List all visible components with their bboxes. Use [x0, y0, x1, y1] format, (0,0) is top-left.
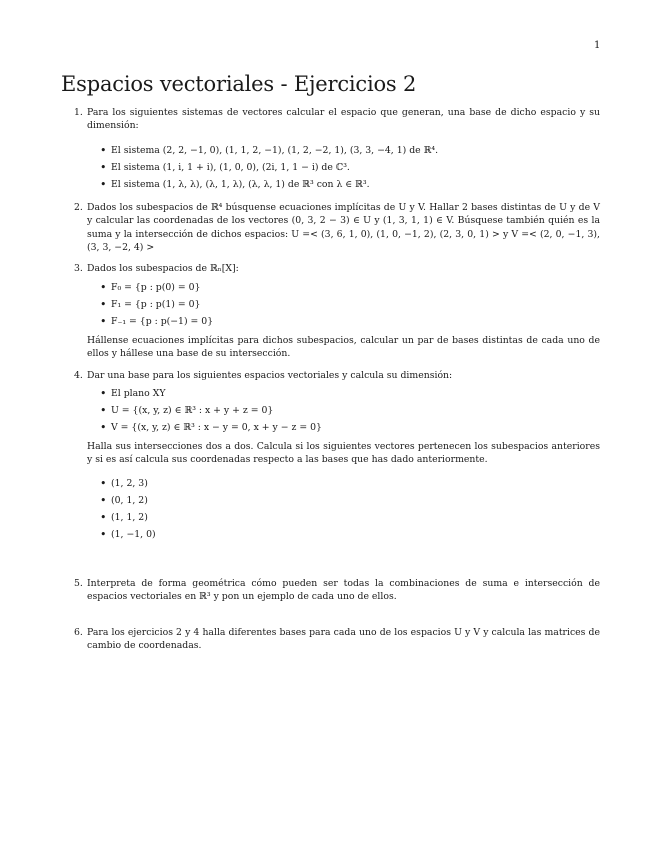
exercise-followup-text: Halla sus intersecciones dos a dos. Calcula si los siguientes vectores pertenecen los subespacios anteriores y si es así calcula sus coordenadas respecto a las bases que has dado anteriormente. [87, 441, 600, 466]
exercise-5 [0, 577, 655, 604]
exercise-number: 5. [74, 577, 83, 589]
list-item: • F₁ = {p : p(1) = 0} [87, 296, 600, 313]
list-item: • F₀ = {p : p(0) = 0} [87, 279, 600, 296]
exercise-1 [0, 106, 655, 193]
exercise-6 [0, 626, 655, 653]
list-item: • F₋₁ = {p : p(−1) = 0} [87, 313, 600, 330]
exercise-number: 6. [74, 626, 83, 638]
list-item: • El sistema (1, λ, λ), (λ, 1, λ), (λ, λ, 1) de ℝ³ con λ ∈ ℝ³. [87, 176, 600, 193]
list-item: • (1, 1, 2) [87, 509, 600, 526]
list-item: • (1, −1, 0) [87, 526, 600, 543]
list-item: • (1, 2, 3) [87, 475, 600, 492]
list-item: • V = {(x, y, z) ∈ ℝ³ : x − y = 0, x + y − z = 0} [87, 419, 600, 436]
exercise-text: Dados los subespacios de ℝₙ[X]: [87, 263, 239, 275]
list-item: • El sistema (2, 2, −1, 0), (1, 1, 2, −1), (1, 2, −2, 1), (3, 3, −4, 1) de ℝ⁴. [87, 142, 600, 159]
exercise-number: 3. [74, 263, 83, 275]
exercise-list [0, 106, 655, 653]
exercise-2 [0, 201, 655, 255]
exercise-3 [0, 262, 655, 360]
exercise-text: Interpreta de forma geométrica cómo pueden ser todas la combinaciones de suma e intersección de espacios vectoriales en ℝ³ y pon un ejemplo de cada uno de ellos. [87, 577, 600, 603]
space-list [87, 385, 600, 436]
list-item: • El sistema (1, i, 1 + i), (1, 0, 0), (2i, 1, 1 − i) de ℂ³. [87, 159, 600, 176]
exercise-number: 4. [74, 369, 83, 381]
exercise-text: Para los ejercicios 2 y 4 halla diferentes bases para cada uno de los espacios U y V y calcula las matrices de cambio de coordenadas. [87, 626, 600, 652]
document-title: Espacios vectoriales - Ejercicios 2 [61, 72, 417, 96]
list-item: • El plano XY [87, 385, 600, 402]
list-item: • U = {(x, y, z) ∈ ℝ³ : x + y + z = 0} [87, 402, 600, 419]
exercise-text: Dados los subespacios de ℝ⁴ búsquense ecuaciones implícitas de U y V. Hallar 2 bases distintas de U y de V y calcular las coordenadas de los vectores (0, 3, 2 − 3) ∈ U y (1, 3, 1, 1) ∈ V. Búsquese también quién es la suma y la intersección de dichos espacios: U =< (3, 6, 1, 0), (1, 0, −1, 2), (2, 3, 0, 1) > y V =< (2, 0, −1, 3), (3, 3, −2, 4) > [87, 201, 600, 254]
exercise-number: 2. [74, 201, 83, 213]
list-item: • (0, 1, 2) [87, 492, 600, 509]
subspace-list [87, 279, 600, 330]
exercise-followup-text: Hállense ecuaciones implícitas para dichos subespacios, calcular un par de bases distintas de cada uno de ellos y hállese una base de su intersección. [87, 334, 600, 360]
exercise-text: Dar una base para los siguientes espacios vectoriales y calcula su dimensión: [87, 369, 453, 381]
exercise-text: Para los siguientes sistemas de vectores calcular el espacio que generan, una base de dicho espacio y su dimensión: [87, 107, 600, 132]
system-list [87, 142, 600, 193]
page-number: 1 [594, 40, 601, 51]
exercise-number: 1. [74, 107, 83, 118]
vector-list [87, 475, 600, 543]
exercise-4 [0, 369, 655, 543]
